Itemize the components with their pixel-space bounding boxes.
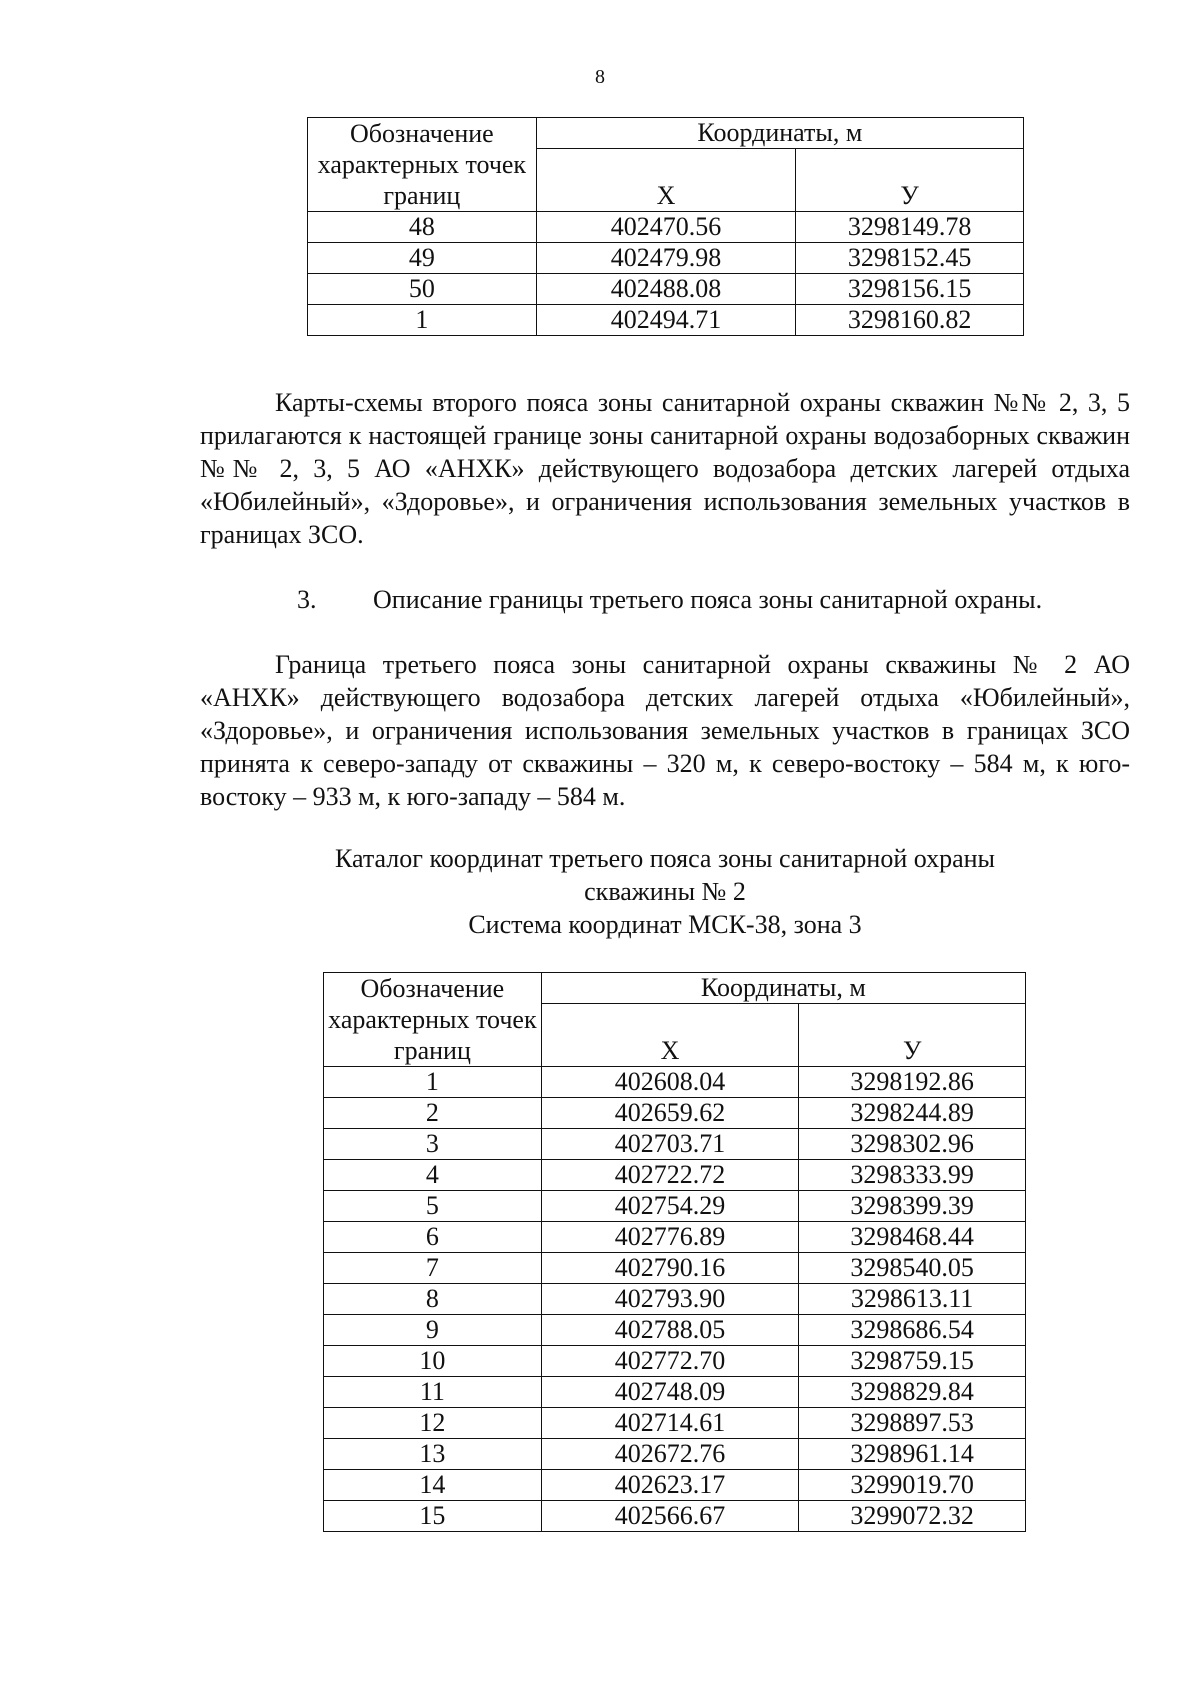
header-x: Х <box>541 1004 799 1067</box>
coord-x: 402793.90 <box>541 1284 799 1315</box>
table-row <box>324 1439 1026 1470</box>
coord-x: 402748.09 <box>541 1377 799 1408</box>
table-row <box>324 1098 1026 1129</box>
coord-y: 3298160.82 <box>796 305 1024 336</box>
header-coordinates: Координаты, м <box>541 973 1025 1004</box>
table-row <box>324 1346 1026 1377</box>
coord-y: 3298333.99 <box>799 1160 1026 1191</box>
coord-x: 402659.62 <box>541 1098 799 1129</box>
table-row <box>324 1501 1026 1532</box>
table-caption <box>200 842 1130 941</box>
point-id: 50 <box>308 274 537 305</box>
coord-x: 402623.17 <box>541 1470 799 1501</box>
header-coordinates: Координаты, м <box>536 118 1023 149</box>
header-x: Х <box>536 149 796 212</box>
point-id: 7 <box>324 1253 542 1284</box>
table-row <box>324 1377 1026 1408</box>
table-row <box>324 1408 1026 1439</box>
coord-y: 3298152.45 <box>796 243 1024 274</box>
table-row <box>324 1129 1026 1160</box>
coord-x: 402788.05 <box>541 1315 799 1346</box>
section-title: Описание границы третьего пояса зоны санитарной охраны. <box>373 585 1043 614</box>
point-id: 8 <box>324 1284 542 1315</box>
point-id: 4 <box>324 1160 542 1191</box>
coord-y: 3298192.86 <box>799 1067 1026 1098</box>
coord-x: 402470.56 <box>536 212 796 243</box>
coord-y: 3298156.15 <box>796 274 1024 305</box>
coord-y: 3298540.05 <box>799 1253 1026 1284</box>
coord-x: 402479.98 <box>536 243 796 274</box>
point-id: 10 <box>324 1346 542 1377</box>
point-id: 5 <box>324 1191 542 1222</box>
coord-y: 3298613.11 <box>799 1284 1026 1315</box>
point-id: 11 <box>324 1377 542 1408</box>
caption-line-2: скважины № 2 <box>584 877 746 906</box>
coord-y: 3298244.89 <box>799 1098 1026 1129</box>
point-id: 13 <box>324 1439 542 1470</box>
coord-x: 402714.61 <box>541 1408 799 1439</box>
coord-x: 402722.72 <box>541 1160 799 1191</box>
point-id: 14 <box>324 1470 542 1501</box>
coord-y: 3298897.53 <box>799 1408 1026 1439</box>
table-row <box>324 1284 1026 1315</box>
coordinates-table-1 <box>307 117 1024 336</box>
header-point-label: Обозначение характерных точек границ <box>308 118 537 212</box>
header-y: У <box>799 1004 1026 1067</box>
table-row <box>324 1191 1026 1222</box>
table-row <box>308 212 1024 243</box>
coord-x: 402772.70 <box>541 1346 799 1377</box>
table-row <box>324 1315 1026 1346</box>
coord-x: 402776.89 <box>541 1222 799 1253</box>
header-point-label: Обозначение характерных точек границ <box>324 973 542 1067</box>
point-id: 2 <box>324 1098 542 1129</box>
header-y: У <box>796 149 1024 212</box>
coord-x: 402494.71 <box>536 305 796 336</box>
point-id: 49 <box>308 243 537 274</box>
point-id: 12 <box>324 1408 542 1439</box>
coord-y: 3298468.44 <box>799 1222 1026 1253</box>
table-row <box>324 1067 1026 1098</box>
section-number: 3. <box>297 585 317 614</box>
table-row <box>308 243 1024 274</box>
coord-x: 402703.71 <box>541 1129 799 1160</box>
coord-y: 3298961.14 <box>799 1439 1026 1470</box>
table-row <box>308 305 1024 336</box>
coord-x: 402790.16 <box>541 1253 799 1284</box>
coord-y: 3298759.15 <box>799 1346 1026 1377</box>
point-id: 9 <box>324 1315 542 1346</box>
coord-y: 3299072.32 <box>799 1501 1026 1532</box>
coord-x: 402608.04 <box>541 1067 799 1098</box>
table-row <box>324 1160 1026 1191</box>
paragraph-maps-attached: Карты-схемы второго пояса зоны санитарной охраны скважин №№ 2, 3, 5 прилагаются к настоящей границе зоны санитарной охраны водозаборных скважин №№ 2, 3, 5 АО «АНХК» действующего водозабора детских лагерей отдыха «Юбилейный», «Здоровье», и ограничения использования земельных участков в границах ЗСО. <box>200 388 1130 549</box>
coord-y: 3298399.39 <box>799 1191 1026 1222</box>
paragraph-third-zone-boundary: Граница третьего пояса зоны санитарной охраны скважины № 2 АО «АНХК» действующего водозабора детских лагерей отдыха «Юбилейный», «Здоровье», и ограничения использования земельных участков в границах ЗСО принята к северо-западу от скважины – 320 м, к северо-востоку – 584 м, к юго-востоку – 933 м, к юго-западу – 584 м. <box>200 650 1130 811</box>
coord-x: 402672.76 <box>541 1439 799 1470</box>
point-id: 6 <box>324 1222 542 1253</box>
table-row <box>308 274 1024 305</box>
caption-line-3: Система координат МСК-38, зона 3 <box>468 910 862 939</box>
point-id: 1 <box>308 305 537 336</box>
coord-y: 3298149.78 <box>796 212 1024 243</box>
coord-y: 3298302.96 <box>799 1129 1026 1160</box>
caption-line-1: Каталог координат третьего пояса зоны санитарной охраны <box>334 844 996 873</box>
table-row <box>324 1470 1026 1501</box>
coordinates-table-2 <box>323 972 1026 1532</box>
page-number: 8 <box>595 66 605 88</box>
point-id: 15 <box>324 1501 542 1532</box>
coord-y: 3299019.70 <box>799 1470 1026 1501</box>
table-row <box>324 1253 1026 1284</box>
table-row <box>324 1222 1026 1253</box>
coord-x: 402488.08 <box>536 274 796 305</box>
coord-y: 3298686.54 <box>799 1315 1026 1346</box>
point-id: 48 <box>308 212 537 243</box>
coord-x: 402566.67 <box>541 1501 799 1532</box>
point-id: 1 <box>324 1067 542 1098</box>
coord-y: 3298829.84 <box>799 1377 1026 1408</box>
point-id: 3 <box>324 1129 542 1160</box>
coord-x: 402754.29 <box>541 1191 799 1222</box>
